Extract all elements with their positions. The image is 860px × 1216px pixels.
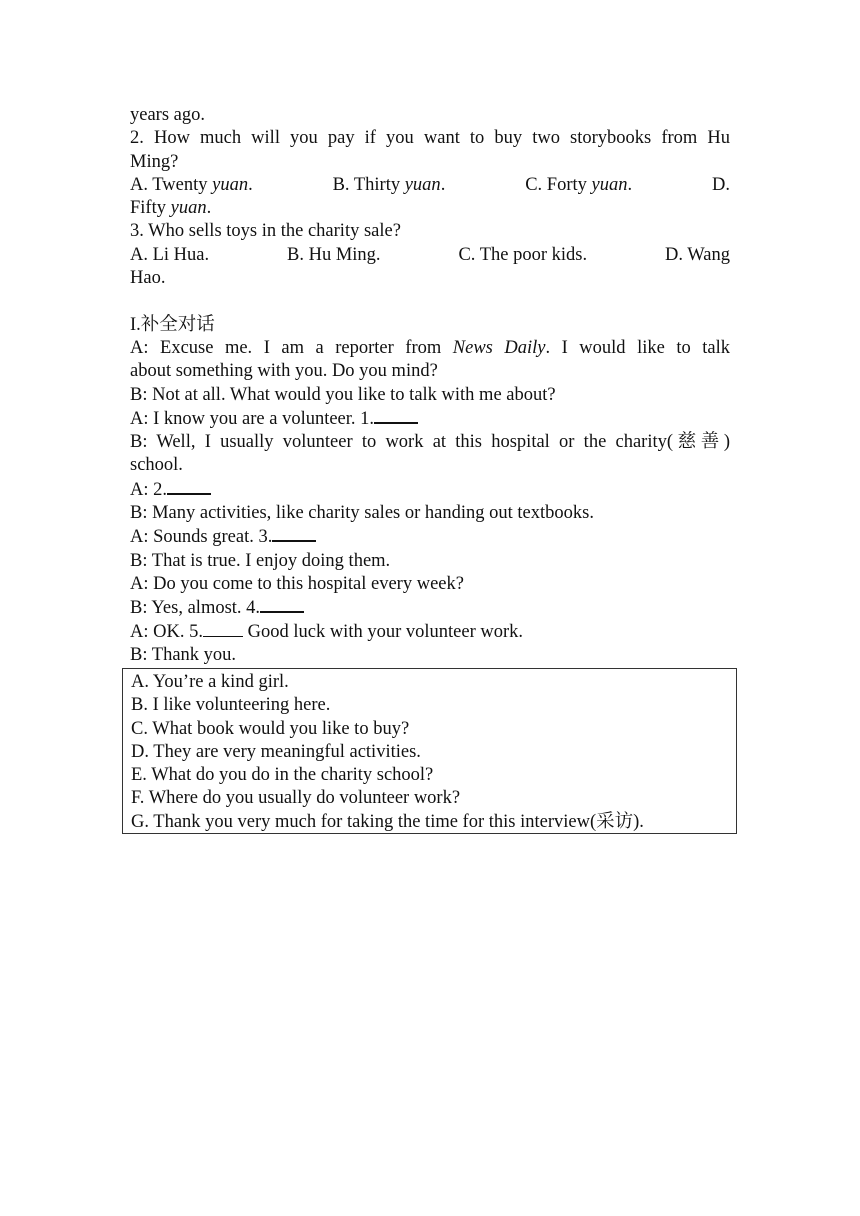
option-d: D. They are very meaningful activities. <box>131 741 421 762</box>
q3-option-a: A. Li Hua. <box>130 244 210 265</box>
option-e: E. What do you do in the charity school? <box>131 765 434 786</box>
option-b: B. I like volunteering here. <box>131 695 331 716</box>
dialogue-line-5a: B: Well, I usually volunteer to work at this hospital or the charity(慈善) <box>130 432 730 453</box>
prev-question-tail: years ago. <box>130 105 205 125</box>
q2-option-d: D. <box>711 174 730 195</box>
dialogue-line-4: A: I know you are a volunteer. 1. <box>130 407 730 431</box>
dialogue-line-1: A: Excuse me. I am a reporter from News Daily. I would like to talk <box>130 337 730 358</box>
q2-options-row <box>130 174 730 197</box>
q2-option-a: A. Twenty yuan. <box>130 174 253 195</box>
answer-blank-3[interactable] <box>272 525 316 542</box>
q3-option-d: D. Wang <box>665 244 730 265</box>
options-box <box>122 668 737 834</box>
dialogue-line-13: B: Thank you. <box>130 644 237 665</box>
q2-option-d-cont: Fifty yuan. <box>130 198 212 219</box>
section-spacer <box>130 290 730 313</box>
q2-option-b: B. Thirty yuan. <box>332 174 446 195</box>
section-heading: I.补全对话 <box>130 314 215 335</box>
dialogue-line-2: about something with you. Do you mind? <box>130 361 438 382</box>
q3-option-c: C. The poor kids. <box>458 244 588 265</box>
q3-option-d-cont: Hao. <box>130 268 166 289</box>
answer-blank-1[interactable] <box>374 407 418 424</box>
dialogue-line-5b: school. <box>130 455 183 476</box>
q3-options-row <box>130 244 730 267</box>
q2-stem-line2: Ming? <box>130 151 179 172</box>
answer-blank-5[interactable] <box>203 621 243 637</box>
option-f: F. Where do you usually do volunteer work? <box>131 788 461 809</box>
dialogue-line-7: B: Many activities, like charity sales or handing out textbooks. <box>130 503 594 524</box>
q2-stem-line1: 2. How much will you pay if you want to buy two storybooks from Hu <box>130 128 730 149</box>
q2-option-c: C. Forty yuan. <box>525 174 633 195</box>
dialogue-line-9: B: That is true. I enjoy doing them. <box>130 550 391 571</box>
worksheet-page <box>130 104 730 667</box>
option-a: A. You’re a kind girl. <box>131 672 289 692</box>
dialogue-line-12: A: OK. 5. Good luck with your volunteer work. <box>130 621 524 642</box>
answer-blank-4[interactable] <box>260 596 304 613</box>
dialogue-line-11: B: Yes, almost. 4. <box>130 596 730 620</box>
q3-option-b: B. Hu Ming. <box>287 244 381 265</box>
answer-blank-2[interactable] <box>167 478 211 495</box>
dialogue-line-6: A: 2. <box>130 478 730 502</box>
q3-stem: 3. Who sells toys in the charity sale? <box>130 221 401 242</box>
dialogue-line-8: A: Sounds great. 3. <box>130 525 730 549</box>
dialogue-line-3: B: Not at all. What would you like to talk with me about? <box>130 384 556 405</box>
option-c: C. What book would you like to buy? <box>131 718 410 739</box>
dialogue-line-10: A: Do you come to this hospital every week? <box>130 573 464 594</box>
option-g: G. Thank you very much for taking the time for this interview(采访). <box>131 811 644 832</box>
